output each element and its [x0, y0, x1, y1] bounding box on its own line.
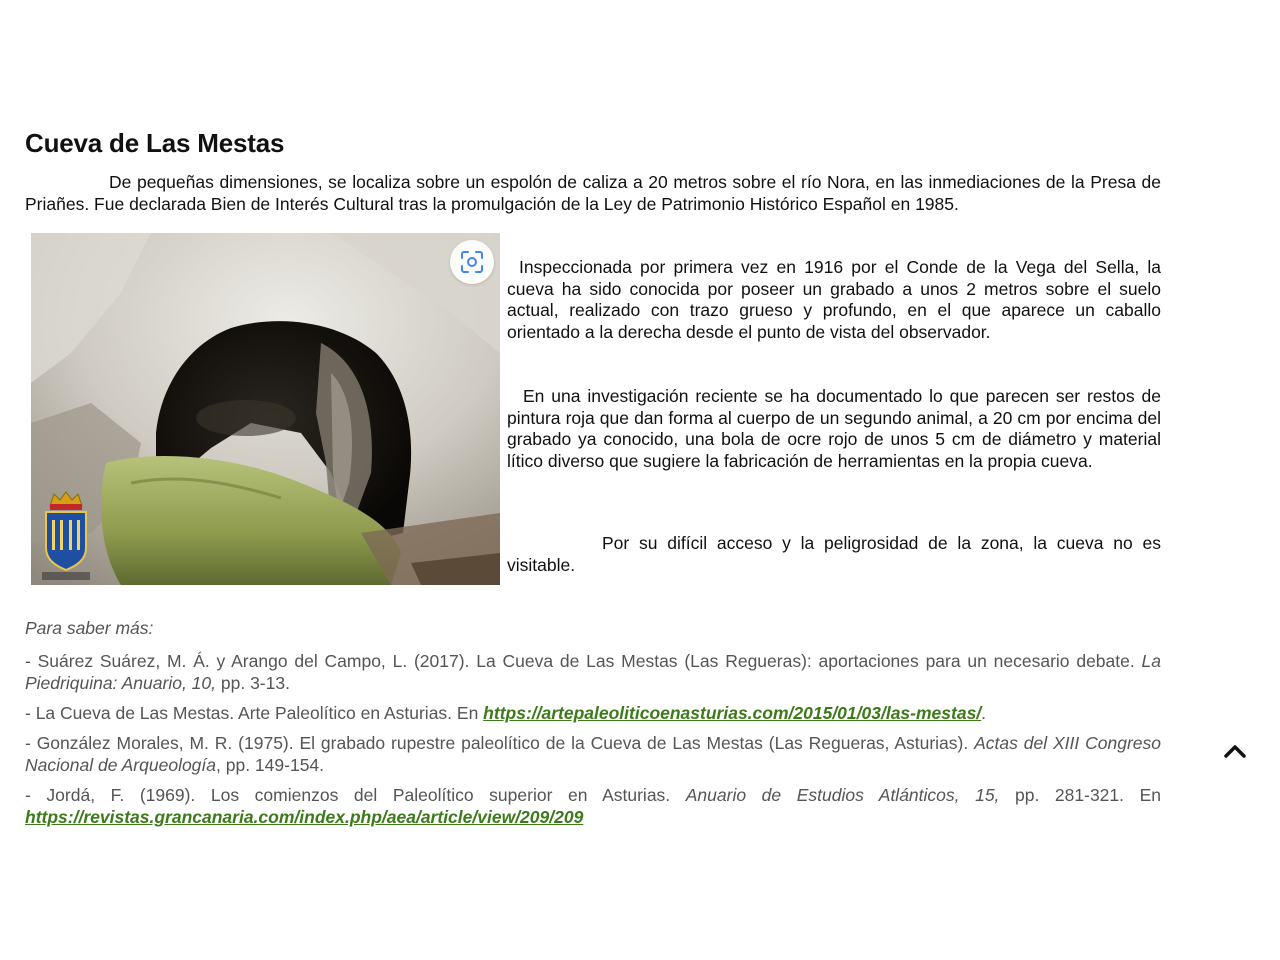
reference-item: - Suárez Suárez, M. Á. y Arango del Campo, L. (2017). La Cueva de Las Mestas (Las Regueras): aportaciones para un necesario debate. La Piedriquina: Anuario, 10, pp. 3-13.	[25, 651, 1161, 693]
reference-item: - Jordá, F. (1969). Los comienzos del Paleolítico superior en Asturias. Anuario de Estudios Atlánticos, 15, pp. 281-321. En https://revistas.grancanaria.com/index.php/aea/article/view/209/209	[25, 785, 1162, 827]
references-section	[25, 617, 1161, 836]
reference-item: - González Morales, M. R. (1975). El grabado rupestre paleolítico de la Cueva de Las Mestas (Las Regueras, Asturias). Actas del XIII Congreso Nacional de Arqueología, pp. 149-154.	[25, 733, 1161, 775]
grancanaria-link[interactable]: https://revistas.grancanaria.com/index.php/aea/article/view/209/209	[25, 807, 584, 827]
cave-entrance-image	[31, 233, 500, 585]
access-paragraph: Por su difícil acceso y la peligrosidad de la zona, la cueva no es visitable.	[507, 533, 1161, 575]
cave-photo[interactable]	[31, 233, 500, 585]
chevron-up-icon	[1223, 743, 1247, 759]
scroll-to-top-button[interactable]	[1220, 738, 1250, 764]
reference-item: - La Cueva de Las Mestas. Arte Paleolítico en Asturias. En https://artepaleoliticoenasturias.com/2015/01/03/las-mestas/.	[25, 703, 987, 723]
visual-search-button[interactable]	[450, 240, 494, 284]
coat-of-arms-logo	[38, 490, 94, 582]
arte-paleolitico-link[interactable]: https://artepaleoliticoenasturias.com/2015/01/03/las-mestas/	[483, 703, 982, 723]
history-paragraph: Inspeccionada por primera vez en 1916 por el Conde de la Vega del Sella, la cueva ha sido conocida por poseer un grabado a unos 2 metros sobre el suelo actual, realizado con trazo grueso y profundo, en el que aparece un caballo orientado a la derecha desde el punto de vista del observador.	[507, 257, 1161, 342]
research-paragraph: En una investigación reciente se ha documentado lo que parecen ser restos de pintura roja que dan forma al cuerpo de un segundo animal, a 20 cm por encima del grabado ya conocido, una bola de ocre rojo de unos 5 cm de diámetro y material lítico diverso que sugiere la fabricación de herramientas en la propia cueva.	[507, 386, 1161, 471]
page-title: Cueva de Las Mestas	[25, 128, 285, 158]
references-heading: Para saber más:	[25, 618, 154, 638]
visual-search-icon	[459, 249, 485, 275]
intro-paragraph: De pequeñas dimensiones, se localiza sobre un espolón de caliza a 20 metros sobre el río Nora, en las inmediaciones de la Presa de Priañes. Fue declarada Bien de Interés Cultural tras la promulgación de la Ley de Patrimonio Histórico Español en 1985.	[25, 172, 1161, 214]
